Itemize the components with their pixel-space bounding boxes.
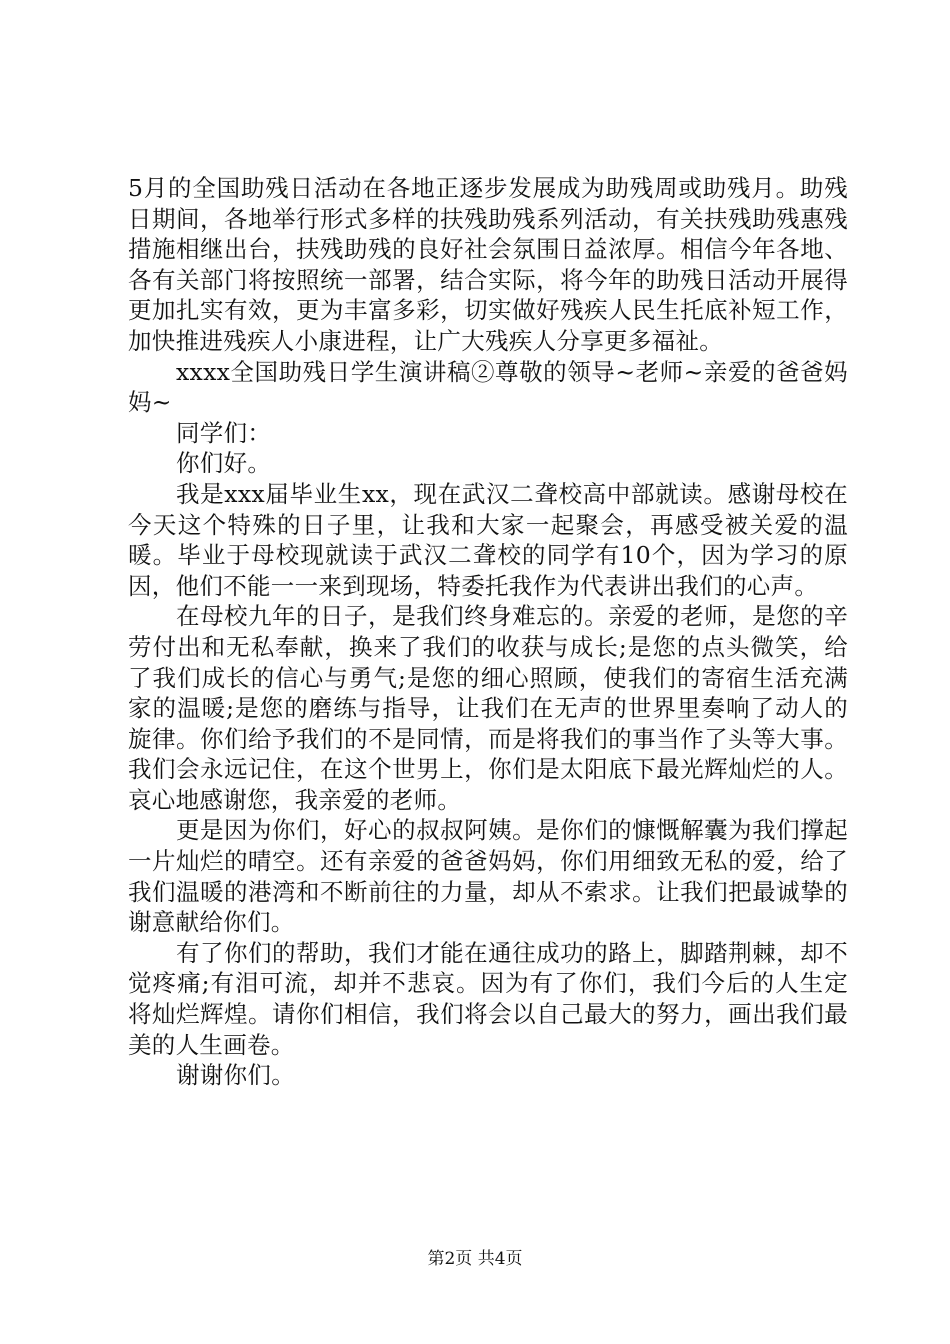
paragraph-salutation: 同学们： bbox=[176, 418, 272, 447]
paragraph-thanks: 谢谢你们。 bbox=[176, 1061, 295, 1090]
paragraph-supporters: 更是因为你们，好心的叔叔阿姨。是你们的慷慨解囊为我们撑起一片灿烂的晴空。还有亲爱的爸爸妈妈，你们用细致无私的爱，给了我们温暖的港湾和不断前往的力量，却从不索求。让我们把最诚挚的谢意献给你们。 bbox=[128, 816, 848, 937]
page-footer: 第2页 共4页 bbox=[427, 1249, 523, 1269]
paragraph-self-intro: 我是xxx届毕业生xx，现在武汉二聋校高中部就读。感谢母校在今天这个特殊的日子里，让我和大家一起聚会，再感受被关爱的温暖。毕业于母校现就读于武汉二聋校的同学有10个，因为学习的原因，他们不能一一来到现场，特委托我作为代表讲出我们的心声。 bbox=[128, 479, 848, 600]
paragraph-future: 有了你们的帮助，我们才能在通往成功的路上，脚踏荆棘，却不觉疼痛;有泪可流，却并不悲哀。因为有了你们，我们今后的人生定将灿烂辉煌。请你们相信，我们将会以自己最大的努力，画出我们最美的人生画卷。 bbox=[128, 938, 848, 1059]
paragraph-teachers: 在母校九年的日子，是我们终身难忘的。亲爱的老师，是您的辛劳付出和无私奉献，换来了我们的收获与成长;是您的点头微笑，给了我们成长的信心与勇气;是您的细心照顾，使我们的寄宿生活充满家的温暖;是您的磨练与指导，让我们在无声的世界里奏响了动人的旋律。你们给予我们的不是同情，而是将我们的事当作了头等大事。我们会永远记住，在这个世男上，你们是太阳底下最光辉灿烂的人。哀心地感谢您，我亲爱的老师。 bbox=[128, 602, 848, 814]
paragraph-speech-title: xxxx全国助残日学生演讲稿②尊敬的领导~老师~亲爱的爸爸妈妈~ bbox=[128, 357, 848, 417]
paragraph-intro: 5月的全国助残日活动在各地正逐步发展成为助残周或助残月。助残日期间，各地举行形式多样的扶残助残系列活动，有关扶残助残惠残措施相继出台，扶残助残的良好社会氛围日益浓厚。相信今年各地、各有关部门将按照统一部署，结合实际，将今年的助残日活动开展得更加扎实有效，更为丰富多彩，切实做好残疾人民生托底补短工作，加快推进残疾人小康进程，让广大残疾人分享更多福祉。 bbox=[128, 174, 848, 355]
paragraph-greeting: 你们好。 bbox=[176, 449, 272, 478]
document-body bbox=[128, 173, 848, 1091]
